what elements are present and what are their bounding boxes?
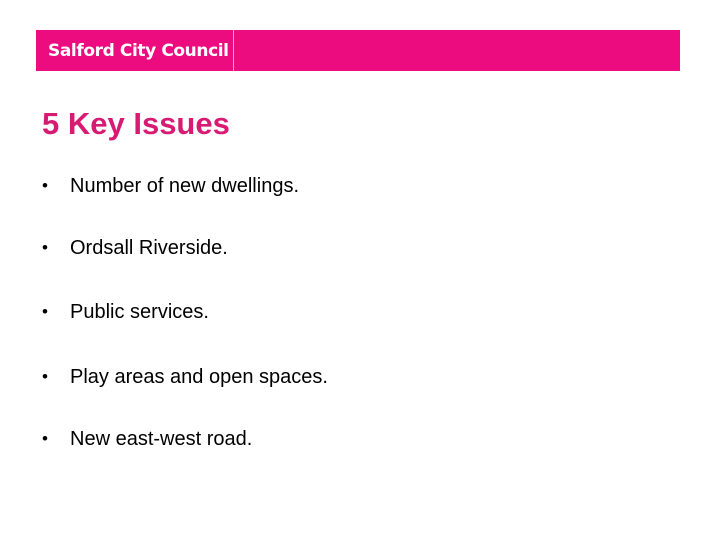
bullet-text: Ordsall Riverside. xyxy=(70,236,228,259)
bullet-text: New east-west road. xyxy=(70,427,253,450)
bullet-item xyxy=(42,299,209,325)
header-banner xyxy=(36,30,680,71)
bullet-dot: • xyxy=(42,429,48,448)
bullet-text: Number of new dwellings. xyxy=(70,174,299,197)
bullet-item xyxy=(42,364,328,390)
slide-title: 5 Key Issues xyxy=(42,106,230,141)
bullet-item xyxy=(42,173,299,199)
bullet-text: Play areas and open spaces. xyxy=(70,365,328,388)
council-logo: Salford City Council xyxy=(36,30,234,71)
bullet-dot: • xyxy=(42,176,48,195)
bullet-dot: • xyxy=(42,302,48,321)
bullet-dot: • xyxy=(42,367,48,386)
bullet-dot: • xyxy=(42,238,48,257)
bullet-item xyxy=(42,235,228,261)
bullet-item xyxy=(42,426,252,452)
bullet-text: Public services. xyxy=(70,300,209,323)
